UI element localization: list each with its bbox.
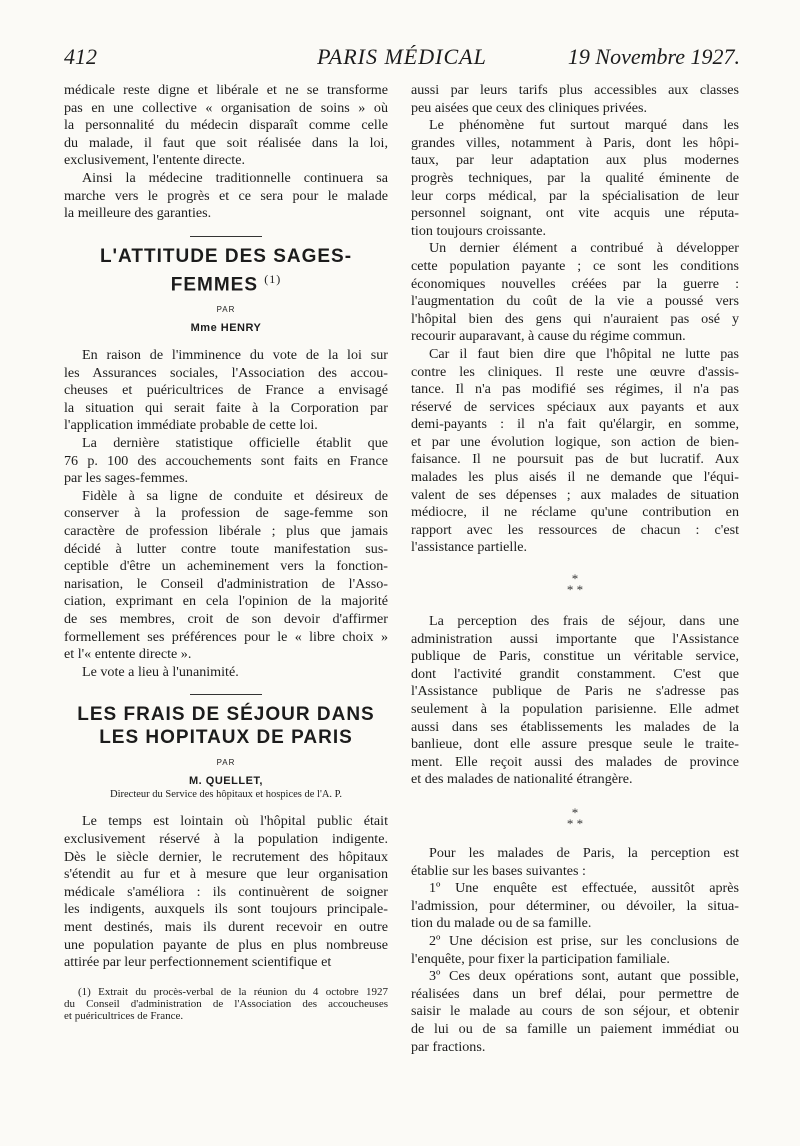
issue-date: 19 Novembre 1927. xyxy=(567,44,740,69)
paragraph xyxy=(411,880,739,933)
paragraph xyxy=(64,488,388,664)
paragraph xyxy=(64,170,388,223)
text-line: caractère de profession libérale ; plus que jamais xyxy=(64,523,388,540)
author-name: Mme HENRY xyxy=(190,322,262,335)
left-column xyxy=(64,82,388,1023)
text-line: Le temps est lointain où l'hôpital public était xyxy=(82,813,388,830)
text-line: l'Assistance publique de Paris ne s'adresse pas xyxy=(411,683,739,700)
paragraph xyxy=(64,664,388,682)
text-line: Car il faut bien dire que l'hôpital ne lutte pas xyxy=(429,345,739,362)
text-line: leur corps médical, par la spécialisation de leur xyxy=(411,187,739,204)
text-line: En raison de l'imminence du vote de la loi sur xyxy=(82,347,388,364)
text-line: du malade, il faut que soit réalisée dans la loi, xyxy=(64,134,388,151)
asterism: * * * xyxy=(566,571,584,598)
text-line: médicale s'améliora : ils continuèrent de soigner xyxy=(64,883,388,900)
text-line: exclusivement réservé à la population indigente. xyxy=(64,830,388,847)
text-line: médiocre, il ne réclame qu'une contribution en xyxy=(411,504,739,521)
text-line: Fidèle à sa ligne de conduite et désireux de xyxy=(82,487,388,504)
text-line: l'admission, pour déterminer, ou dévoiler, la situa- xyxy=(411,897,739,914)
page-number: 412 xyxy=(64,44,97,69)
title-line: L'ATTITUDE DES SAGES- xyxy=(99,245,353,267)
text-line: contre les cliniques. Il reste une œuvre d'assis- xyxy=(411,363,739,380)
text-line: et des malades de nationalité étrangère. xyxy=(411,771,633,788)
right-column xyxy=(411,82,739,1056)
text-line: l'hôpital bien des gens qui n'auraient pas osé y xyxy=(411,310,739,327)
text-line: les Assurances sociales, l'Association des accou- xyxy=(64,364,388,381)
author-role: Directeur du Service des hôpitaux et hospices de l'A. P. xyxy=(110,789,342,801)
text-line: ment destinés, mais ils durent recevoir en outre xyxy=(64,918,388,935)
text-line: l'assistance partielle. xyxy=(411,539,528,556)
paragraph xyxy=(411,346,739,557)
footnote-line: et puéricultrices de France. xyxy=(64,1010,184,1023)
text-line: ceptible d'être un acheminement vers la fonction- xyxy=(64,558,388,575)
text-line: marche vers le progrès et ce sera pour le malade xyxy=(64,187,388,204)
title-line: LES HOPITAUX DE PARIS xyxy=(99,727,353,749)
text-line: 1º Une enquête est effectuée, aussitôt après xyxy=(429,880,739,897)
text-line: la personnalité du médecin disparaît comme celle xyxy=(64,117,388,134)
text-line: valent de ses dépenses ; aux malades de situation xyxy=(411,486,739,503)
text-line: de lui ou de sa famille un paiement immédiat ou xyxy=(411,1020,739,1037)
byline-par: PAR xyxy=(216,758,236,768)
text-line: 2º Une décision est prise, sur les conclusions de xyxy=(429,932,739,949)
text-line: narisation, le Conseil d'administration de l'Asso- xyxy=(64,575,388,592)
text-line: ciation, exprimant en cela l'opinion de la majorité xyxy=(64,593,388,610)
text-line: Pour les malades de Paris, la perception est xyxy=(429,844,739,861)
text-line: rapport avec les ressources de chacun : c'est xyxy=(411,521,739,538)
section-divider xyxy=(190,694,262,695)
article-title xyxy=(64,703,388,749)
text-line: administration aussi importante que l'Assistance xyxy=(411,630,739,647)
text-line: recourir auparavant, à cause du régime commun. xyxy=(411,328,686,345)
text-line: l'enquête, pour fixer la participation familiale. xyxy=(411,950,670,967)
text-line: La perception des frais de séjour, dans une xyxy=(429,613,739,630)
text-line: aussi dans ses établissements les malades de la xyxy=(411,718,739,735)
paragraph xyxy=(411,117,739,240)
text-line: ment. Elle reçoit aussi des malades de province xyxy=(411,753,739,770)
text-line: personnel soignant, ont vite acquis une réputa- xyxy=(411,205,739,222)
journal-title: PARIS MÉDICAL xyxy=(317,44,487,69)
text-line: faisance. Il ne poursuit pas de but lucratif. Aux xyxy=(411,451,739,468)
text-line: par les sages-femmes. xyxy=(64,470,189,487)
text-line: pas en une collective « organisation de soins » où xyxy=(64,99,388,116)
article-title xyxy=(64,245,388,296)
text-line: établie sur les bases suivantes : xyxy=(411,862,586,879)
text-line: seulement à la population parisienne. Elle admet xyxy=(411,701,739,717)
text-line: par fractions. xyxy=(411,1038,486,1055)
text-line: l'augmentation du coût de la vie a poussé vers xyxy=(411,293,739,310)
text-line: 76 p. 100 des accouchements sont faits en France xyxy=(64,452,388,469)
paragraph xyxy=(64,435,388,488)
title-line: LES FRAIS DE SÉJOUR DANS xyxy=(77,704,375,726)
text-line: s'étendit au fur et à mesure que leur organisation xyxy=(64,866,388,883)
text-line: et par une évolution logique, son action de bien- xyxy=(411,433,739,450)
text-line: Le vote a lieu à l'unanimité. xyxy=(82,663,239,680)
text-line: La dernière statistique officielle établit que xyxy=(82,435,388,452)
asterism: * * * xyxy=(566,804,584,831)
text-line: décidé à lutter contre toute manifestation sus- xyxy=(64,540,388,557)
footnote-line: du Conseil d'administration de l'Association des accoucheuses xyxy=(64,998,388,1011)
text-line: de ses membres, croit de son devoir d'affirmer xyxy=(64,610,388,627)
text-line: cheuses et puéricultrices de France a envisagé xyxy=(64,382,388,399)
text-line: la situation qui serait faite à la Corporation par xyxy=(64,399,388,416)
running-header xyxy=(64,44,740,74)
paragraph xyxy=(411,968,739,1056)
text-line: et l'« entente directe ». xyxy=(64,646,192,663)
text-line: publique de Paris, constitue un véritable service, xyxy=(411,648,739,665)
text-line: tion du malade ou de sa famille. xyxy=(411,915,592,932)
text-line: saisir le malade au cours de son séjour, et obtenir xyxy=(411,1003,739,1020)
paragraph xyxy=(411,240,739,346)
text-line: réalisées dans un bref délai, pour permettre de xyxy=(411,985,739,1002)
text-line: une population payante de plus en plus nombreuse xyxy=(64,936,388,953)
text-line: réservé de services spéciaux aux payants et aux xyxy=(411,398,739,415)
text-line: médicale reste digne et libérale et ne se transforme xyxy=(64,82,388,98)
text-line: l'application immédiate probable de cette loi. xyxy=(64,417,318,434)
text-line: Le phénomène fut surtout marqué dans les xyxy=(429,117,739,134)
text-line: Un dernier élément a contribué à développer xyxy=(429,240,739,257)
author-name: M. QUELLET, xyxy=(189,775,263,788)
paragraph xyxy=(64,82,388,170)
footnote-line: (1) Extrait du procès-verbal de la réunion du 4 octobre 1927 xyxy=(78,985,388,998)
text-line: Ainsi la médecine traditionnelle continuera sa xyxy=(82,169,388,186)
text-line: tion toujours croissante. xyxy=(411,222,547,239)
text-line: tance. Il n'a pas modifié ses régimes, il n'a pas xyxy=(411,381,739,398)
paragraph xyxy=(64,813,388,971)
text-line: les indigents, auxquels ils sont toujours principale- xyxy=(64,901,388,918)
text-line: conserver à la profession de sage-femme son xyxy=(64,505,388,522)
text-line: malades les plus aisés il ne demande que l'équi- xyxy=(411,469,739,486)
text-line: économiques nouvelles créées par la guerre : xyxy=(411,275,739,292)
paragraph xyxy=(411,82,739,117)
text-line: Dès le siècle dernier, le recrutement des hôpitaux xyxy=(64,848,388,865)
byline-par: PAR xyxy=(216,305,236,315)
paragraph xyxy=(411,933,739,968)
text-line: taux, par leur adaptation aux plus modernes xyxy=(411,152,739,169)
title-text: FEMMES xyxy=(170,274,258,296)
text-line: peu aisées que ceux des cliniques privées. xyxy=(411,99,647,116)
section-divider xyxy=(190,236,262,237)
paragraph xyxy=(64,347,388,435)
text-line: exclusivement, l'entente directe. xyxy=(64,152,245,169)
paragraph xyxy=(411,845,739,880)
text-line: attirée par leur perfectionnement scientifique et xyxy=(64,954,332,971)
paragraph xyxy=(411,613,739,789)
text-line: progrès techniques, par la qualité éminente de xyxy=(411,169,739,186)
text-line: cette population payante ; ce sont les conditions xyxy=(411,257,739,274)
footnote-ref: (1) xyxy=(264,271,282,286)
text-line: formellement ses préférences pour le « libre choix » xyxy=(64,628,388,645)
text-line: aussi par leurs tarifs plus accessibles aux classes xyxy=(411,82,739,98)
text-line: 3º Ces deux opérations sont, autant que possible, xyxy=(429,968,739,985)
text-line: la meilleure des garanties. xyxy=(64,205,212,222)
text-line: grandes villes, notamment à Paris, dont les hôpi- xyxy=(411,134,739,151)
text-line: dont l'activité grandit constamment. C'est que xyxy=(411,665,739,682)
text-line: demi-payants : il n'a fait qu'élargir, en somme, xyxy=(411,416,739,433)
text-line: banlieue, dont elle assure presque seule le traite- xyxy=(411,736,739,753)
title-line xyxy=(64,268,388,296)
footnote xyxy=(64,986,388,1023)
